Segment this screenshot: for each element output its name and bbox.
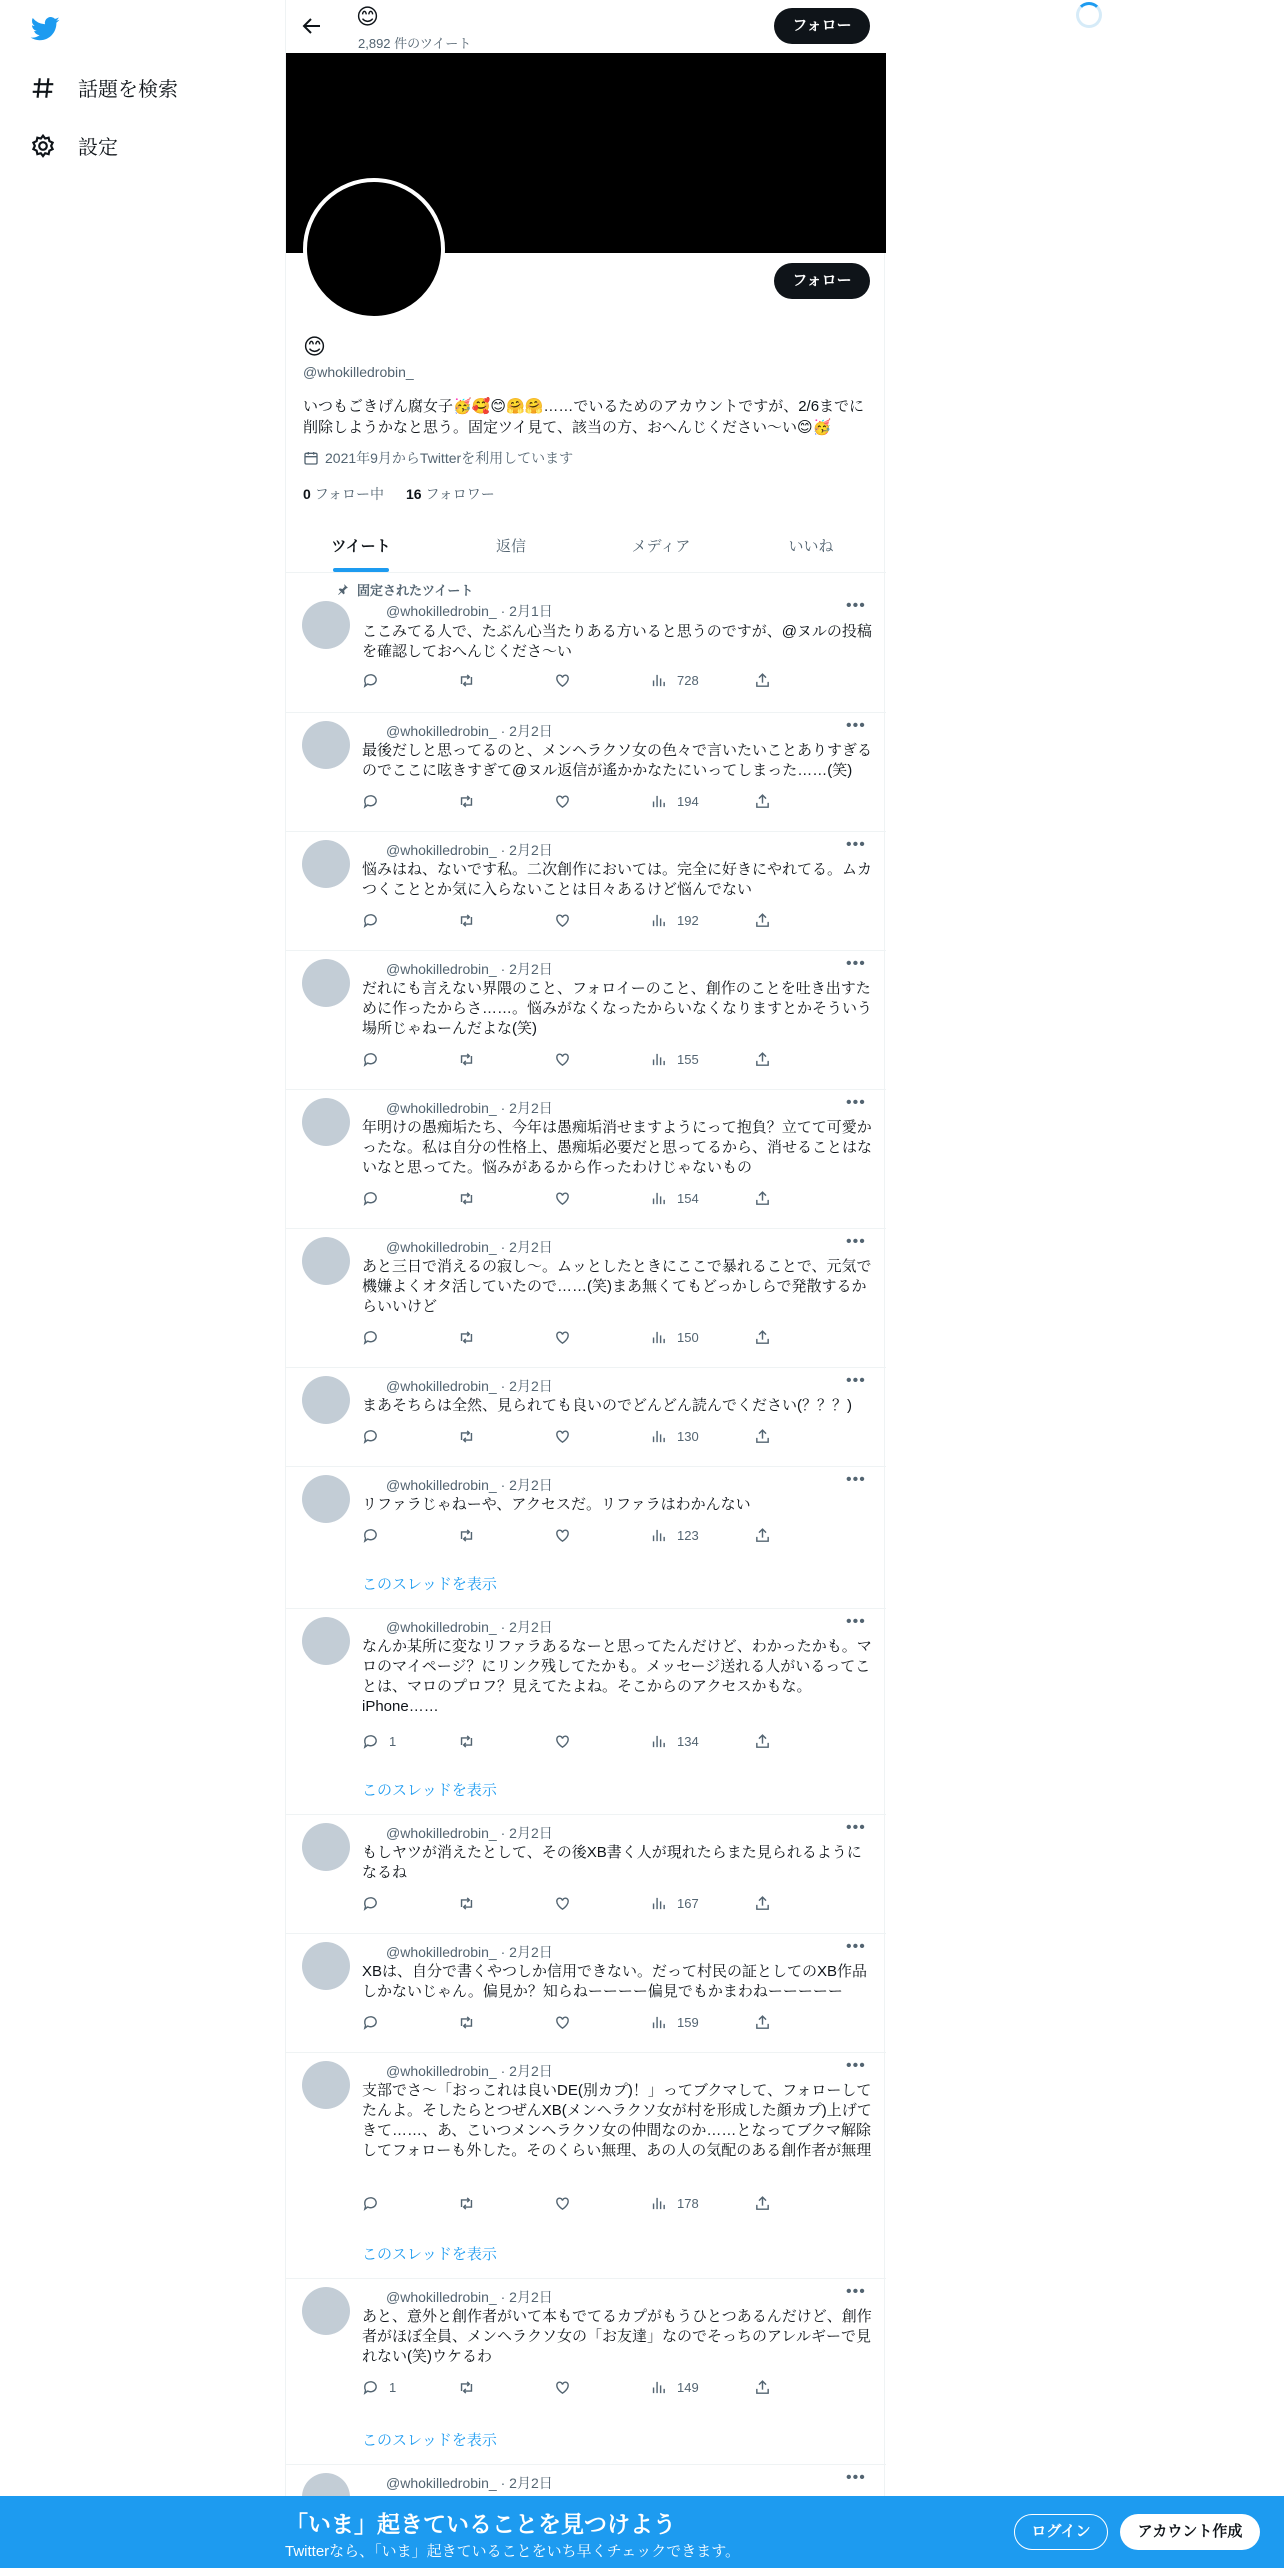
heart-icon bbox=[554, 2014, 571, 2031]
profile-joined bbox=[303, 448, 573, 468]
nav-item-explore[interactable] bbox=[30, 73, 178, 102]
tweet-handle-date[interactable]: @whokilledrobin_ · 2月2日 bbox=[386, 2289, 553, 2305]
tweet-count: 2,892 件のツイート bbox=[358, 36, 472, 51]
share-button[interactable] bbox=[754, 2195, 771, 2212]
view-count: 192 bbox=[677, 913, 699, 928]
reply-button[interactable] bbox=[362, 1329, 389, 1346]
more-options-icon[interactable]: ••• bbox=[846, 1233, 866, 1250]
views-bar-chart-icon bbox=[650, 1051, 667, 1068]
reply-icon bbox=[362, 1527, 379, 1544]
views-bar-chart-icon bbox=[650, 2014, 667, 2031]
profile-follow-button[interactable]: フォロー bbox=[774, 263, 870, 299]
more-options-icon[interactable]: ••• bbox=[846, 1938, 866, 1955]
retweet-button[interactable] bbox=[458, 1329, 475, 1346]
tweet-handle-date[interactable]: @whokilledrobin_ · 2月2日 bbox=[386, 2063, 553, 2079]
tweet-text: まあそちらは全然、見られても良いのでどんどん読んでください(？？？) bbox=[362, 1397, 852, 1414]
retweet-icon bbox=[458, 1733, 475, 1750]
tweet[interactable] bbox=[286, 1609, 886, 1815]
heart-icon bbox=[554, 672, 571, 689]
tweet-avatar[interactable] bbox=[302, 1376, 350, 1424]
reply-icon bbox=[362, 1733, 379, 1750]
tweet-handle-date[interactable]: @whokilledrobin_ · 2月2日 bbox=[386, 1825, 553, 1841]
views-bar-chart-icon bbox=[650, 2379, 667, 2396]
tweet-avatar[interactable] bbox=[302, 1942, 350, 1990]
share-button[interactable] bbox=[754, 1428, 771, 1445]
heart-icon bbox=[554, 1733, 571, 1750]
like-button[interactable] bbox=[554, 1895, 571, 1912]
share-button[interactable] bbox=[754, 1329, 771, 1346]
tweet[interactable] bbox=[286, 951, 886, 1090]
tweet-actions bbox=[362, 912, 802, 932]
show-thread-link[interactable]: このスレッドを表示 bbox=[362, 1782, 497, 1799]
views-button[interactable] bbox=[650, 2014, 699, 2031]
tweet-handle-date[interactable]: @whokilledrobin_ · 2月2日 bbox=[386, 1239, 553, 1255]
tweet-text: だれにも言えない界隈のこと、フォロイーのこと、創作のことを吐き出すために作ったからさ……。悩みがなくなったからいなくなりますとかそういう場所じゃねーんだよな(笑) bbox=[362, 980, 873, 1037]
reply-icon bbox=[362, 2195, 379, 2212]
nav-item-label: 話題を検索 bbox=[78, 79, 178, 101]
share-button[interactable] bbox=[754, 912, 771, 929]
retweet-button[interactable] bbox=[458, 912, 475, 929]
share-button[interactable] bbox=[754, 793, 771, 810]
tweet[interactable] bbox=[286, 1229, 886, 1368]
tweet-handle-date[interactable]: @whokilledrobin_ · 2月2日 bbox=[386, 1477, 553, 1493]
views-bar-chart-icon bbox=[650, 1527, 667, 1544]
more-options-icon[interactable]: ••• bbox=[846, 1094, 866, 1111]
tweet-avatar[interactable] bbox=[302, 1237, 350, 1285]
retweet-button[interactable] bbox=[458, 2195, 475, 2212]
views-bar-chart-icon bbox=[650, 1329, 667, 1346]
retweet-button[interactable] bbox=[458, 1895, 475, 1912]
reply-icon bbox=[362, 2379, 379, 2396]
followers-link[interactable] bbox=[406, 484, 495, 504]
like-button[interactable] bbox=[554, 2379, 571, 2396]
tweet-actions bbox=[362, 1733, 802, 1753]
tweet[interactable] bbox=[286, 576, 886, 713]
view-count: 130 bbox=[677, 1429, 699, 1444]
tweet-text: 支部でさ〜「おっこれは良いDE(別カプ)！」ってブクマして、フォローしてたんよ。そしたらとつぜんXB(メンヘラクソ女が村を形成した顔カプ)上げてきて……、あ、こいつメンヘラクソ女の仲間なのか……となってブクマ解除してフォローも外した。そのくらい無理、あの人の気配のある創作者が無理 bbox=[362, 2082, 872, 2159]
share-icon bbox=[754, 1527, 771, 1544]
tweet-handle-date[interactable]: @whokilledrobin_ · 2月2日 bbox=[386, 1378, 553, 1394]
reply-button[interactable] bbox=[362, 1527, 389, 1544]
reply-button[interactable] bbox=[362, 2379, 396, 2396]
share-icon bbox=[754, 1895, 771, 1912]
show-thread-link[interactable]: このスレッドを表示 bbox=[362, 1576, 497, 1593]
profile-avatar[interactable] bbox=[303, 178, 445, 320]
like-button[interactable] bbox=[554, 1527, 571, 1544]
view-count: 155 bbox=[677, 1052, 699, 1067]
profile-header-bar bbox=[286, 0, 886, 53]
retweet-icon bbox=[458, 672, 475, 689]
twitter-logo-icon[interactable] bbox=[28, 14, 62, 44]
following-label: フォロー中 bbox=[314, 486, 384, 502]
tab-media[interactable]: メディア bbox=[631, 538, 691, 555]
tweet-avatar[interactable] bbox=[302, 2287, 350, 2335]
nav-item-settings[interactable] bbox=[30, 131, 118, 160]
views-button[interactable] bbox=[650, 1428, 699, 1445]
tweet-handle-date[interactable]: @whokilledrobin_ · 2月2日 bbox=[386, 723, 553, 739]
retweet-icon bbox=[458, 2379, 475, 2396]
profile-display-name: 😊 bbox=[303, 334, 326, 359]
profile-name-emoji: 😊 bbox=[356, 4, 379, 29]
tweet-actions bbox=[362, 1895, 802, 1915]
tweet-avatar[interactable] bbox=[302, 1475, 350, 1523]
reply-count: 1 bbox=[389, 1734, 397, 1749]
views-bar-chart-icon bbox=[650, 672, 667, 689]
views-bar-chart-icon bbox=[650, 1733, 667, 1750]
share-button[interactable] bbox=[754, 1527, 771, 1544]
views-bar-chart-icon bbox=[650, 793, 667, 810]
profile-joined-text: 2021年9月からTwitterを利用しています bbox=[325, 450, 574, 466]
reply-button[interactable] bbox=[362, 1733, 396, 1750]
reply-button[interactable] bbox=[362, 672, 389, 689]
share-icon bbox=[754, 1190, 771, 1207]
retweet-icon bbox=[458, 793, 475, 810]
reply-icon bbox=[362, 1329, 379, 1346]
tweet-actions bbox=[362, 672, 802, 692]
tweet-handle-date[interactable]: @whokilledrobin_ · 2月2日 bbox=[386, 1100, 553, 1116]
share-icon bbox=[754, 912, 771, 929]
retweet-icon bbox=[458, 1051, 475, 1068]
login-button[interactable]: ログイン bbox=[1014, 2514, 1108, 2550]
tweet-avatar[interactable] bbox=[302, 1098, 350, 1146]
views-button[interactable] bbox=[650, 1190, 699, 1207]
reply-icon bbox=[362, 793, 379, 810]
more-options-icon[interactable]: ••• bbox=[846, 597, 866, 614]
heart-icon bbox=[554, 1895, 571, 1912]
signup-banner-title: 「いま」起きていることを見つけよう bbox=[285, 2511, 676, 2537]
tweet-avatar[interactable] bbox=[302, 601, 350, 649]
share-button[interactable] bbox=[754, 1733, 771, 1750]
views-button[interactable] bbox=[650, 2195, 699, 2212]
tweet-handle-date[interactable]: @whokilledrobin_ · 2月2日 bbox=[386, 1944, 553, 1960]
retweet-icon bbox=[458, 1428, 475, 1445]
tweet[interactable] bbox=[286, 2053, 886, 2279]
tweet-actions bbox=[362, 1329, 802, 1349]
more-options-icon[interactable]: ••• bbox=[846, 955, 866, 972]
tweet-actions bbox=[362, 793, 802, 813]
tweet-avatar[interactable] bbox=[302, 721, 350, 769]
views-button[interactable] bbox=[650, 1733, 699, 1750]
share-icon bbox=[754, 1733, 771, 1750]
views-button[interactable] bbox=[650, 672, 699, 689]
tweet-avatar[interactable] bbox=[302, 840, 350, 888]
more-options-icon[interactable]: ••• bbox=[846, 717, 866, 734]
tweet-handle-date[interactable]: @whokilledrobin_ · 2月2日 bbox=[386, 1619, 553, 1635]
reply-button[interactable] bbox=[362, 1428, 389, 1445]
share-icon bbox=[754, 672, 771, 689]
share-button[interactable] bbox=[754, 2014, 771, 2031]
more-options-icon[interactable]: ••• bbox=[846, 1613, 866, 1630]
views-button[interactable] bbox=[650, 1329, 699, 1346]
views-button[interactable] bbox=[650, 2379, 699, 2396]
views-button[interactable] bbox=[650, 1895, 699, 1912]
tweet-text: XBは、自分で書くやつしか信用できない。だって村民の証としてのXB作品しかないじゃん。偏見か？知らねーーーー偏見でもかまわねーーーーー bbox=[362, 1963, 868, 2000]
tweet[interactable] bbox=[286, 1815, 886, 1934]
like-button[interactable] bbox=[554, 2195, 571, 2212]
share-button[interactable] bbox=[754, 1895, 771, 1912]
reply-icon bbox=[362, 1428, 379, 1445]
like-button[interactable] bbox=[554, 2014, 571, 2031]
more-options-icon[interactable]: ••• bbox=[846, 1372, 866, 1389]
tab-tweets[interactable]: ツイート bbox=[286, 520, 436, 572]
more-options-icon[interactable]: ••• bbox=[846, 2469, 866, 2486]
view-count: 154 bbox=[677, 1191, 699, 1206]
heart-icon bbox=[554, 2195, 571, 2212]
tweet-text: あと、意外と創作者がいて本もでてるカプがもうひとつあるんだけど、創作者がほぼ全員、メンヘラクソ女の「お友達」なのでそっちのアレルギーで見れない(笑)ウケるわ bbox=[362, 2308, 872, 2365]
view-count: 167 bbox=[677, 1896, 699, 1911]
followers-label: フォロワー bbox=[425, 486, 495, 502]
reply-count: 1 bbox=[389, 2380, 397, 2395]
tweet-handle-date[interactable]: @whokilledrobin_ · 2月1日 bbox=[386, 603, 553, 619]
share-button[interactable] bbox=[754, 672, 771, 689]
view-count: 159 bbox=[677, 2015, 699, 2030]
like-button[interactable] bbox=[554, 1190, 571, 1207]
tab-likes[interactable]: いいね bbox=[788, 538, 834, 555]
reply-button[interactable] bbox=[362, 1051, 389, 1068]
reply-button[interactable] bbox=[362, 2195, 389, 2212]
tweet-actions bbox=[362, 1527, 802, 1547]
like-button[interactable] bbox=[554, 1733, 571, 1750]
heart-icon bbox=[554, 1428, 571, 1445]
reply-icon bbox=[362, 1051, 379, 1068]
heart-icon bbox=[554, 2379, 571, 2396]
tweet[interactable] bbox=[286, 1467, 886, 1609]
like-button[interactable] bbox=[554, 1428, 571, 1445]
tweet-text: 悩みはね、ないです私。二次創作においては。完全に好きにやれてる。ムカつくこととか気に入らないことは日々あるけど悩んでない bbox=[362, 861, 873, 898]
like-button[interactable] bbox=[554, 1329, 571, 1346]
tweet-handle-date[interactable]: @whokilledrobin_ · 2月2日 bbox=[386, 2475, 553, 2491]
profile-handle: @whokilledrobin_ bbox=[303, 364, 414, 380]
share-icon bbox=[754, 1428, 771, 1445]
show-thread-link[interactable]: このスレッドを表示 bbox=[362, 2432, 497, 2449]
heart-icon bbox=[554, 1190, 571, 1207]
tweet-text: 最後だしと思ってるのと、メンヘラクソ女の色々で言いたいことありすぎるのでここに呟きすぎて@ヌル返信が遙かかなたにいってしまった……(笑) bbox=[362, 742, 873, 779]
signup-button[interactable]: アカウント作成 bbox=[1120, 2514, 1260, 2550]
more-options-icon[interactable]: ••• bbox=[846, 2057, 866, 2074]
views-button[interactable] bbox=[650, 912, 699, 929]
more-options-icon[interactable]: ••• bbox=[846, 2283, 866, 2300]
view-count: 150 bbox=[677, 1330, 699, 1345]
tweet[interactable] bbox=[286, 832, 886, 951]
reply-icon bbox=[362, 912, 379, 929]
retweet-button[interactable] bbox=[458, 1527, 475, 1544]
heart-icon bbox=[554, 1527, 571, 1544]
tweet-actions bbox=[362, 2014, 802, 2034]
reply-icon bbox=[362, 1190, 379, 1207]
tweet-avatar[interactable] bbox=[302, 2061, 350, 2109]
view-count: 149 bbox=[677, 2380, 699, 2395]
retweet-button[interactable] bbox=[458, 1051, 475, 1068]
heart-icon bbox=[554, 1051, 571, 1068]
more-options-icon[interactable]: ••• bbox=[846, 1471, 866, 1488]
reply-icon bbox=[362, 1895, 379, 1912]
heart-icon bbox=[554, 912, 571, 929]
reply-button[interactable] bbox=[362, 1190, 389, 1207]
tweet[interactable] bbox=[286, 713, 886, 832]
heart-icon bbox=[554, 793, 571, 810]
tweet-avatar[interactable] bbox=[302, 1617, 350, 1665]
loading-spinner-icon bbox=[1076, 2, 1102, 28]
retweet-icon bbox=[458, 1527, 475, 1544]
reply-button[interactable] bbox=[362, 2014, 389, 2031]
share-button[interactable] bbox=[754, 1051, 771, 1068]
tweet-actions bbox=[362, 1190, 802, 1210]
views-bar-chart-icon bbox=[650, 1190, 667, 1207]
tweet-actions bbox=[362, 2195, 802, 2215]
follow-stats bbox=[303, 484, 495, 504]
tweet-avatar[interactable] bbox=[302, 1823, 350, 1871]
followers-count: 16 bbox=[406, 486, 422, 502]
views-bar-chart-icon bbox=[650, 1895, 667, 1912]
gear-icon bbox=[30, 133, 56, 159]
profile-bio: いつもごきげん腐女子🥳🥰😊🤗🤗……でいるためのアカウントですが、2/6までに削除しようかなと思う。固定ツイ見て、該当の方、おへんじください〜い😊🥳 bbox=[303, 398, 865, 436]
profile-tabs bbox=[286, 520, 886, 573]
signup-banner bbox=[0, 2496, 1284, 2568]
reply-icon bbox=[362, 2014, 379, 2031]
share-button[interactable] bbox=[754, 2379, 771, 2396]
tweet-text: ここみてる人で、たぶん心当たりある方いると思うのですが、@ヌルの投稿を確認しておへんじくださ〜い bbox=[362, 623, 872, 660]
tweet[interactable] bbox=[286, 1934, 886, 2053]
nav-item-label: 設定 bbox=[78, 137, 118, 159]
tweet[interactable] bbox=[286, 1368, 886, 1467]
following-link[interactable] bbox=[303, 484, 384, 504]
views-button[interactable] bbox=[650, 793, 699, 810]
retweet-icon bbox=[458, 1329, 475, 1346]
retweet-button[interactable] bbox=[458, 2014, 475, 2031]
pinned-label: 固定されたツイート bbox=[357, 583, 474, 598]
hashtag-icon bbox=[30, 75, 56, 101]
view-count: 194 bbox=[677, 794, 699, 809]
signup-banner-subtitle: Twitterなら、「いま」起きていることをいち早くチェックできます。 bbox=[285, 2543, 741, 2560]
back-arrow-icon[interactable] bbox=[300, 14, 324, 38]
share-icon bbox=[754, 1051, 771, 1068]
share-icon bbox=[754, 793, 771, 810]
retweet-button[interactable] bbox=[458, 1733, 475, 1750]
reply-button[interactable] bbox=[362, 793, 389, 810]
like-button[interactable] bbox=[554, 1051, 571, 1068]
retweet-icon bbox=[458, 2014, 475, 2031]
view-count: 728 bbox=[677, 673, 699, 688]
profile-column bbox=[285, 0, 885, 2568]
retweet-icon bbox=[458, 1190, 475, 1207]
retweet-button[interactable] bbox=[458, 672, 475, 689]
tab-replies[interactable]: 返信 bbox=[495, 538, 526, 555]
calendar-icon bbox=[303, 450, 319, 466]
tweet-handle-date[interactable]: @whokilledrobin_ · 2月2日 bbox=[386, 961, 553, 977]
tweet-text: あと三日で消えるの寂し〜。ムッとしたときにここで暴れることで、元気で機嫌よくオタ活していたので……(笑)まあ無くてもどっかしらで発散するからいいけど bbox=[362, 1258, 872, 1315]
like-button[interactable] bbox=[554, 793, 571, 810]
tweet[interactable] bbox=[286, 2279, 886, 2465]
tweet-text: 年明けの愚痴垢たち、今年は愚痴垢消せますようにって抱負？立てて可愛かったな。私は自分の性格上、愚痴垢必要だと思ってるから、消せることはないなと思ってた。悩みがあるから作ったわけじゃないもの bbox=[362, 1119, 873, 1176]
views-button[interactable] bbox=[650, 1051, 699, 1068]
views-button[interactable] bbox=[650, 1527, 699, 1544]
views-bar-chart-icon bbox=[650, 912, 667, 929]
heart-icon bbox=[554, 1329, 571, 1346]
header-follow-button[interactable]: フォロー bbox=[774, 8, 870, 44]
tweet-actions bbox=[362, 2379, 802, 2399]
tweet[interactable] bbox=[286, 1090, 886, 1229]
like-button[interactable] bbox=[554, 672, 571, 689]
views-bar-chart-icon bbox=[650, 1428, 667, 1445]
more-options-icon[interactable]: ••• bbox=[846, 1819, 866, 1836]
show-thread-link[interactable]: このスレッドを表示 bbox=[362, 2246, 497, 2263]
tweet-avatar[interactable] bbox=[302, 959, 350, 1007]
tweet-text: リファラじゃねーや、アクセスだ。リファラはわかんない bbox=[362, 1496, 751, 1513]
tweet-actions bbox=[362, 1428, 802, 1448]
more-options-icon[interactable]: ••• bbox=[846, 836, 866, 853]
share-icon bbox=[754, 2379, 771, 2396]
retweet-button[interactable] bbox=[458, 1190, 475, 1207]
view-count: 123 bbox=[677, 1528, 699, 1543]
following-count: 0 bbox=[303, 486, 311, 502]
share-icon bbox=[754, 1329, 771, 1346]
retweet-icon bbox=[458, 912, 475, 929]
tweet-text: なんか某所に変なリファラあるなーと思ってたんだけど、わかったかも。マロのマイページ？にリンク残してたかも。メッセージ送れる人がいるってことは、マロのプロフ？見えてたよね。そこからのアクセスかもな。iPhone…… bbox=[362, 1638, 872, 1715]
view-count: 178 bbox=[677, 2196, 699, 2211]
retweet-button[interactable] bbox=[458, 2379, 475, 2396]
reply-icon bbox=[362, 672, 379, 689]
reply-button[interactable] bbox=[362, 912, 389, 929]
reply-button[interactable] bbox=[362, 1895, 389, 1912]
retweet-icon bbox=[458, 2195, 475, 2212]
tweet-handle-date[interactable]: @whokilledrobin_ · 2月2日 bbox=[386, 842, 553, 858]
retweet-button[interactable] bbox=[458, 1428, 475, 1445]
like-button[interactable] bbox=[554, 912, 571, 929]
share-icon bbox=[754, 2195, 771, 2212]
view-count: 134 bbox=[677, 1734, 699, 1749]
share-button[interactable] bbox=[754, 1190, 771, 1207]
views-bar-chart-icon bbox=[650, 2195, 667, 2212]
tweet-text: もしヤツが消えたとして、その後XB書く人が現れたらまた見られるようになるね bbox=[362, 1844, 862, 1881]
retweet-icon bbox=[458, 1895, 475, 1912]
tweet-actions bbox=[362, 1051, 802, 1071]
share-icon bbox=[754, 2014, 771, 2031]
retweet-button[interactable] bbox=[458, 793, 475, 810]
